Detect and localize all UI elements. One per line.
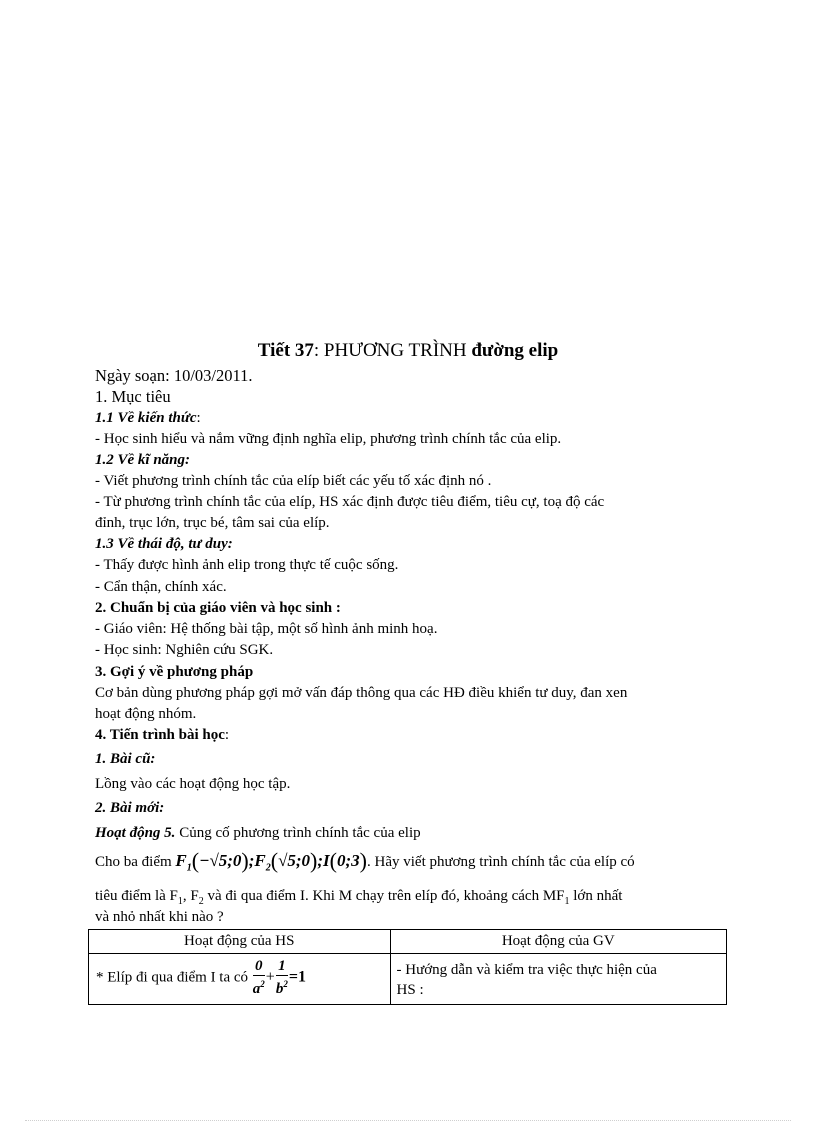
subsection-knowledge-label: 1.1 Về kiến thức [95,410,197,426]
header-student-activity: Hoạt động của HS [89,930,391,954]
text: , F [182,888,199,904]
f1-coords: −√5;0 [199,851,242,870]
student-text: * Elíp đi qua điểm I ta có [96,969,252,986]
title-lesson-number: Tiết 37 [257,340,314,361]
problem-line-3: và nhỏ nhất khi nào ? [95,909,224,925]
prep-teacher: - Giáo viên: Hệ thống bài tập, một số hình ảnh minh hoạ. [95,621,438,637]
colon: : [196,410,201,426]
f1-symbol: F [175,851,187,870]
title-topic: đường elip [471,340,559,361]
i-coords: 0;3 [337,851,360,870]
colon: : [224,727,230,743]
teacher-text-2: HS : [396,982,424,998]
denominator-var: a [252,981,261,997]
skills-item-2: - Từ phương trình chính tắc của elíp, HS xác định được tiêu điểm, tiêu cự, toạ độ các [95,494,605,510]
activity-description: Củng cố phương trình chính tắc của elip [175,825,421,841]
subscript: 1 [177,896,183,907]
fraction-1 [253,958,265,998]
subsection-old-lesson: 1. Bài cũ: [95,751,156,767]
section-process [95,726,229,744]
f1-subscript: 1 [186,862,192,874]
exponent: 2 [260,979,265,989]
attitude-item-2: - Cẩn thận, chính xác. [95,579,227,595]
skills-item-2-cont: đỉnh, trục lớn, trục bé, tâm sai của elíp. [95,515,330,531]
student-cell [89,954,391,1005]
header-teacher-activity: Hoạt động của GV [390,930,726,954]
section-process-label: 4. Tiến trình bài học [95,727,225,743]
plus-sign: + [265,968,275,986]
fraction-numerator: 0 [253,958,265,976]
lesson-title [0,340,816,362]
date-line: Ngày soạn: 10/03/2011. [95,366,253,385]
teacher-cell [390,954,726,1005]
title-main: : PHƯƠNG TRÌNH [313,340,472,361]
problem-line-1 [95,848,635,881]
activity-table [88,929,727,1005]
subsection-attitude: 1.3 Về thái độ, tư duy: [95,536,233,552]
section-method: 3. Gợi ý về phương pháp [95,664,254,680]
old-lesson-text: Lồng vào các hoạt động học tập. [95,776,291,792]
page-bottom-rule [25,1120,791,1121]
skills-item-1: - Viết phương trình chính tắc của elíp biết các yếu tố xác định nó . [95,473,492,489]
text: lớn nhất [569,888,623,904]
table-header-row [89,930,727,954]
prep-student: - Học sinh: Nghiên cứu SGK. [95,642,274,658]
problem-intro: Cho ba điểm [95,854,176,870]
subscript: 1 [564,896,570,907]
i-symbol: I [323,851,330,870]
subsection-skills: 1.2 Về kĩ năng: [95,452,191,468]
fraction-denominator [276,976,288,998]
method-text-cont: hoạt động nhóm. [95,706,197,722]
points-formula: $F_1(-√5;0);F_2(√5;0);I(0;3)$ [175,848,367,874]
method-text: Cơ bản dùng phương pháp gợi mở vấn đáp thông qua các HĐ điều khiển tư duy, đan xen [95,685,628,701]
subsection-new-lesson: 2. Bài mới: [95,800,165,816]
denominator-var: b [275,981,284,997]
text: và đi qua điểm I. Khi M chạy trên elíp đó, khoảng cách MF [203,888,565,904]
fraction-2 [276,958,288,998]
separator: ; [317,851,324,870]
activity-label: Hoạt động 5. [95,825,176,841]
f2-coords: √5;0 [278,851,311,870]
attitude-item-1: - Thấy được hình ảnh elip trong thực tế cuộc sống. [95,557,399,573]
fraction-numerator: 1 [276,958,288,976]
subscript: 2 [198,896,204,907]
separator: ; [248,851,255,870]
text: tiêu điểm là F [95,888,178,904]
section-preparation: 2. Chuẩn bị của giáo viên và học sinh : [95,600,341,616]
problem-task: . Hãy viết phương trình chính tắc của elíp có [367,854,635,870]
activity-heading [95,824,421,842]
table-row [89,954,727,1005]
exponent: 2 [283,979,288,989]
fraction-denominator [253,976,265,998]
teacher-text-1: - Hướng dẫn và kiểm tra việc thực hiện của [396,962,657,978]
f2-subscript: 2 [265,862,271,874]
f2-symbol: F [254,851,266,870]
knowledge-item-1: - Học sinh hiểu và nắm vững định nghĩa elip, phương trình chính tắc của elip. [95,431,562,447]
subsection-knowledge [95,409,201,427]
equals-one: =1 [288,968,306,986]
section-objectives: 1. Mục tiêu [95,387,171,406]
